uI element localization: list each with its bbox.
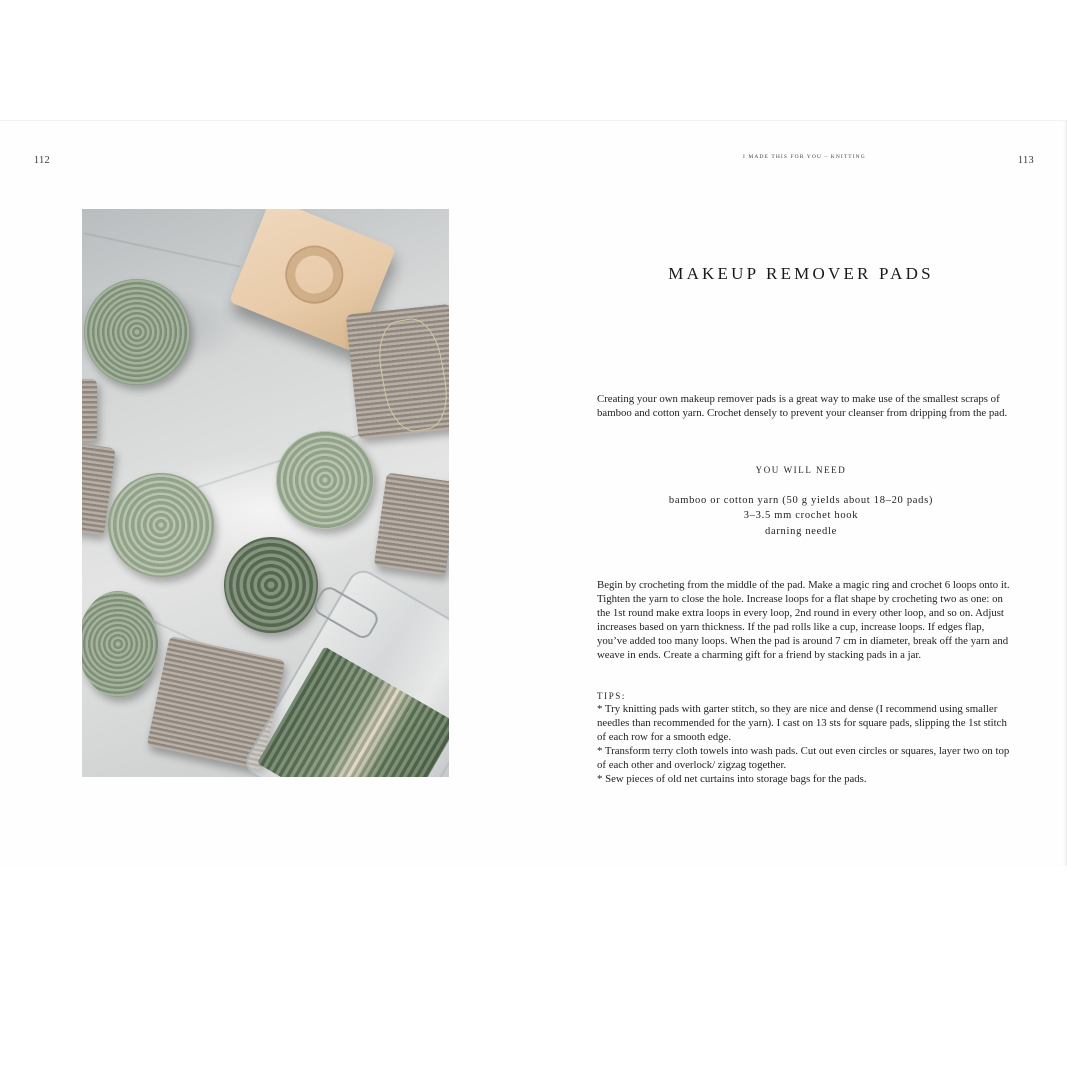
tips-list <box>597 703 1012 786</box>
round-pad <box>82 591 158 697</box>
jar-clamp <box>311 584 381 642</box>
intro-paragraph: Creating your own makeup remover pads is a great way to make use of the smallest scraps of bamboo and cotton yarn. Crochet densely to prevent your cleanser from dripping from the pad. <box>597 393 1008 419</box>
makeup-pads-photo <box>82 209 449 777</box>
page-number-left: 112 <box>34 155 51 166</box>
tip-item: * Try knitting pads with garter stitch, so they are nice and dense (I recommend using smaller needles than recommended for the yarn). I cast on 13 sts for square pads, slipping the 1st stitch of each row for a smooth edge. <box>597 703 1007 743</box>
square-pad <box>374 472 449 575</box>
square-pad <box>82 379 97 441</box>
jar-pads <box>257 646 449 777</box>
round-pad <box>224 537 318 633</box>
marble-vein <box>84 232 241 267</box>
method-paragraph: Begin by crocheting from the middle of the pad. Make a magic ring and crochet 6 loops onto it. Tighten the yarn to close the hole. Increase loops for a flat shape by crocheting two as one: on the 1st round make extra loops in every loop, 2nd round in every other loop, and so on. Adjust increases based on yarn thickness. If the pad rolls like a cup, increase loops. If edges flap, you’ve added too many loops. When the pad is around 7 cm in diameter, break off the yarn and weave in ends. Create a charming gift for a friend by stacking pads in a jar. <box>597 579 1010 661</box>
round-pad <box>84 279 190 385</box>
running-head: I MADE THIS FOR YOU – KNITTING <box>743 154 866 160</box>
page-title: MAKEUP REMOVER PADS <box>668 264 934 283</box>
round-pad <box>108 473 214 577</box>
tips-heading: TIPS: <box>597 691 627 701</box>
round-pad <box>276 431 374 529</box>
you-will-need-heading: YOU WILL NEED <box>755 465 847 475</box>
tip-item: * Sew pieces of old net curtains into storage bags for the pads. <box>597 772 867 785</box>
tip-item: * Transform terry cloth towels into wash pads. Cut out even circles or squares, layer two on top of each other and overlock/ zigzag together. <box>597 744 1010 771</box>
soap-stamp <box>277 237 353 313</box>
material-item: 3–3.5 mm crochet hook <box>743 510 859 522</box>
page-number-right: 113 <box>1018 155 1035 166</box>
material-item: darning needle <box>765 525 837 537</box>
materials-list <box>596 493 1006 539</box>
material-item: bamboo or cotton yarn (50 g yields about 18–20 pads) <box>668 495 934 506</box>
